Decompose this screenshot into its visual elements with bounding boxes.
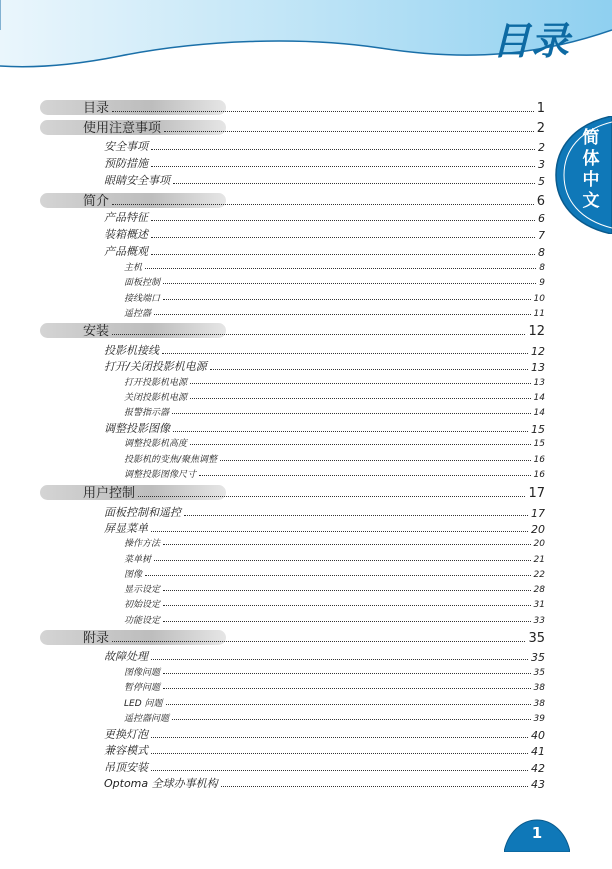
toc-entry-title: Optoma 全球办事机构 xyxy=(104,777,218,790)
toc-entry-title: 显示设定 xyxy=(124,585,161,595)
toc-entry[interactable] xyxy=(124,291,545,304)
toc-entry[interactable] xyxy=(124,260,545,273)
toc-entry-title: 功能设定 xyxy=(124,616,161,626)
toc-entry[interactable] xyxy=(124,275,545,288)
dot-leader xyxy=(163,688,531,689)
toc-entry-title: 打开投影机电源 xyxy=(124,378,188,388)
dot-leader xyxy=(154,314,531,315)
toc-entry-title: 安装 xyxy=(83,324,110,339)
section-highlight-bar xyxy=(40,193,226,208)
toc-entry[interactable] xyxy=(104,343,545,358)
toc-entry-title: 主机 xyxy=(124,263,143,273)
toc-entry-title: 操作方法 xyxy=(124,539,161,549)
toc-entry[interactable] xyxy=(104,139,545,154)
dot-leader xyxy=(210,369,528,370)
toc-entry-page: 43 xyxy=(531,778,545,791)
dot-leader xyxy=(151,753,528,754)
dot-leader xyxy=(151,237,535,238)
toc-entry-page: 14 xyxy=(533,408,545,418)
toc-entry[interactable] xyxy=(104,649,545,664)
toc-entry-page: 16 xyxy=(533,470,545,480)
toc-entry-title: 菜单树 xyxy=(124,555,152,565)
toc-entry[interactable] xyxy=(124,405,545,418)
section-highlight-bar xyxy=(40,630,226,645)
language-tab-label: 简体中文 xyxy=(582,128,600,211)
toc-entry-page: 41 xyxy=(531,745,545,758)
dot-leader xyxy=(172,719,531,720)
toc-entry-title: 面板控制 xyxy=(124,278,161,288)
toc-entry-title: 产品特征 xyxy=(104,211,148,224)
toc-entry-page: 9 xyxy=(539,278,545,288)
toc-entry-title: 投影机接线 xyxy=(104,344,159,357)
dot-leader xyxy=(151,770,528,771)
dot-leader xyxy=(151,531,528,532)
toc-entry-page: 6 xyxy=(536,194,545,209)
dot-leader xyxy=(145,268,536,269)
toc-entry-title: 目录 xyxy=(83,101,110,116)
toc-entry-title: 接线端口 xyxy=(124,294,161,304)
toc-entry-page: 17 xyxy=(528,486,545,501)
toc-entry-page: 42 xyxy=(531,762,545,775)
toc-entry[interactable] xyxy=(124,436,545,449)
dot-leader xyxy=(190,444,531,445)
toc-entry-title: 屏显菜单 xyxy=(104,522,148,535)
toc-entry[interactable] xyxy=(124,452,545,465)
toc-entry[interactable] xyxy=(124,696,545,709)
toc-entry-title: 关闭投影机电源 xyxy=(124,393,188,403)
dot-leader xyxy=(190,383,531,384)
toc-entry-page: 33 xyxy=(533,616,545,626)
toc-entry[interactable] xyxy=(124,680,545,693)
toc-entry-page: 3 xyxy=(538,158,545,171)
section-highlight-bar xyxy=(40,323,226,338)
toc-entry[interactable] xyxy=(40,629,545,646)
toc-entry-page: 11 xyxy=(533,309,545,319)
dot-leader xyxy=(173,183,535,184)
toc-entry-page: 35 xyxy=(531,651,545,664)
toc-entry[interactable] xyxy=(40,322,545,339)
toc-entry-page: 35 xyxy=(528,631,545,646)
dot-leader xyxy=(151,166,535,167)
toc-entry-title: 图像问题 xyxy=(124,668,161,678)
dot-leader xyxy=(112,334,525,335)
dot-leader xyxy=(163,299,531,300)
toc-entry-title: 遥控器问题 xyxy=(124,714,170,724)
dot-leader xyxy=(112,641,525,642)
dot-leader xyxy=(162,353,528,354)
dot-leader xyxy=(184,515,528,516)
toc-entry-title: 装箱概述 xyxy=(104,228,148,241)
dot-leader xyxy=(154,560,531,561)
toc-entry[interactable] xyxy=(104,173,545,188)
toc-entry-title: 图像 xyxy=(124,570,143,580)
toc-entry-page: 13 xyxy=(533,378,545,388)
toc-entry[interactable] xyxy=(104,727,545,742)
dot-leader xyxy=(151,737,528,738)
toc-entry-title: 吊顶安装 xyxy=(104,761,148,774)
toc-entry-title: 调整投影图像尺寸 xyxy=(124,470,197,480)
toc-entry-page: 10 xyxy=(533,294,545,304)
toc-entry-title: 故障处理 xyxy=(104,650,148,663)
toc-entry-page: 12 xyxy=(531,345,545,358)
toc-entry-title: 简介 xyxy=(83,194,110,209)
toc-entry-page: 20 xyxy=(531,523,545,536)
dot-leader xyxy=(151,254,535,255)
toc-entry[interactable] xyxy=(124,467,545,480)
dot-leader xyxy=(221,786,528,787)
toc-entry[interactable] xyxy=(124,665,545,678)
toc-entry-page: 8 xyxy=(538,246,545,259)
toc-entry-title: 安全事项 xyxy=(104,140,148,153)
toc-entry[interactable] xyxy=(124,390,545,403)
toc-entry-page: 20 xyxy=(533,539,545,549)
toc-entry-title: 打开/关闭投影机电源 xyxy=(104,360,207,373)
dot-leader xyxy=(190,398,531,399)
toc-entry[interactable] xyxy=(104,505,545,520)
dot-leader xyxy=(173,431,528,432)
dot-leader xyxy=(163,283,536,284)
toc-entry[interactable] xyxy=(40,99,545,116)
toc-entry-title: 使用注意事项 xyxy=(83,121,162,136)
dot-leader xyxy=(163,673,531,674)
toc-entry-title: 投影机的变焦/聚焦调整 xyxy=(124,455,218,465)
toc-entry-page: 28 xyxy=(533,585,545,595)
toc-entry[interactable] xyxy=(124,582,545,595)
toc-entry-page: 16 xyxy=(533,455,545,465)
toc-entry[interactable] xyxy=(124,306,545,319)
toc-entry[interactable] xyxy=(124,567,545,580)
toc-entry-page: 15 xyxy=(531,423,545,436)
toc-entry[interactable] xyxy=(40,484,545,501)
toc-entry[interactable] xyxy=(104,776,545,791)
toc-entry[interactable] xyxy=(104,421,545,436)
toc-entry-page: 31 xyxy=(533,600,545,610)
page-number: 1 xyxy=(531,824,543,842)
dot-leader xyxy=(199,475,531,476)
toc-entry[interactable] xyxy=(124,375,545,388)
toc-entry-page: 35 xyxy=(533,668,545,678)
toc-entry-title: 面板控制和遥控 xyxy=(104,506,181,519)
toc-entry[interactable] xyxy=(124,597,545,610)
toc-entry[interactable] xyxy=(104,743,545,758)
toc-entry-page: 17 xyxy=(531,507,545,520)
dot-leader xyxy=(151,220,535,221)
dot-leader xyxy=(138,496,525,497)
toc-entry-title: 初始设定 xyxy=(124,600,161,610)
toc-entry[interactable] xyxy=(104,210,545,225)
toc-entry-page: 1 xyxy=(536,101,545,116)
toc-entry[interactable] xyxy=(104,359,545,374)
dot-leader xyxy=(163,590,531,591)
toc-entry-title: 预防措施 xyxy=(104,157,148,170)
toc-entry-page: 38 xyxy=(533,699,545,709)
toc-entry-page: 40 xyxy=(531,729,545,742)
dot-leader xyxy=(112,111,534,112)
toc-entry-page: 21 xyxy=(533,555,545,565)
dot-leader xyxy=(166,704,531,705)
toc-entry-page: 13 xyxy=(531,361,545,374)
toc-entry-page: 5 xyxy=(538,175,545,188)
toc-entry-page: 8 xyxy=(539,263,545,273)
dot-leader xyxy=(151,149,535,150)
toc-entry-page: 7 xyxy=(538,229,545,242)
toc-entry-title: 产品概观 xyxy=(104,245,148,258)
toc-entry-page: 22 xyxy=(533,570,545,580)
toc-entry-page: 14 xyxy=(533,393,545,403)
toc-entry-page: 2 xyxy=(536,121,545,136)
dot-leader xyxy=(163,621,531,622)
toc-entry[interactable] xyxy=(124,536,545,549)
toc-entry[interactable] xyxy=(104,156,545,171)
dot-leader xyxy=(220,460,531,461)
toc-entry-page: 2 xyxy=(538,141,545,154)
toc-entry-title: LED 问题 xyxy=(124,699,163,709)
toc-entry-page: 15 xyxy=(533,439,545,449)
toc-entry[interactable] xyxy=(40,192,545,209)
toc-entry[interactable] xyxy=(40,119,545,136)
dot-leader xyxy=(151,659,528,660)
dot-leader xyxy=(112,204,534,205)
toc-entry[interactable] xyxy=(104,227,545,242)
toc-entry-title: 附录 xyxy=(83,631,110,646)
toc-entry-title: 遥控器 xyxy=(124,309,152,319)
dot-leader xyxy=(172,413,531,414)
dot-leader xyxy=(145,575,531,576)
toc-entry-title: 眼睛安全事项 xyxy=(104,174,170,187)
toc-entry-title: 调整投影机高度 xyxy=(124,439,188,449)
toc-entry[interactable] xyxy=(124,613,545,626)
dot-leader xyxy=(163,605,531,606)
dot-leader xyxy=(164,131,534,132)
toc-entry[interactable] xyxy=(124,711,545,724)
toc-entry-title: 调整投影图像 xyxy=(104,422,170,435)
toc-entry[interactable] xyxy=(124,552,545,565)
toc-entry-page: 12 xyxy=(528,324,545,339)
toc-entry[interactable] xyxy=(104,760,545,775)
section-highlight-bar xyxy=(40,100,226,115)
toc-entry-title: 暂停问题 xyxy=(124,683,161,693)
toc-entry-page: 38 xyxy=(533,683,545,693)
toc-entry-title: 兼容模式 xyxy=(104,744,148,757)
toc-entry-title: 报警指示器 xyxy=(124,408,170,418)
toc-entry-title: 用户控制 xyxy=(83,486,136,501)
toc-entry[interactable] xyxy=(104,244,545,259)
toc-entry-page: 6 xyxy=(538,212,545,225)
toc-entry[interactable] xyxy=(104,521,545,536)
page-title: 目录 xyxy=(491,19,570,63)
toc-entry-page: 39 xyxy=(533,714,545,724)
toc-entry-title: 更换灯泡 xyxy=(104,728,148,741)
dot-leader xyxy=(163,544,531,545)
